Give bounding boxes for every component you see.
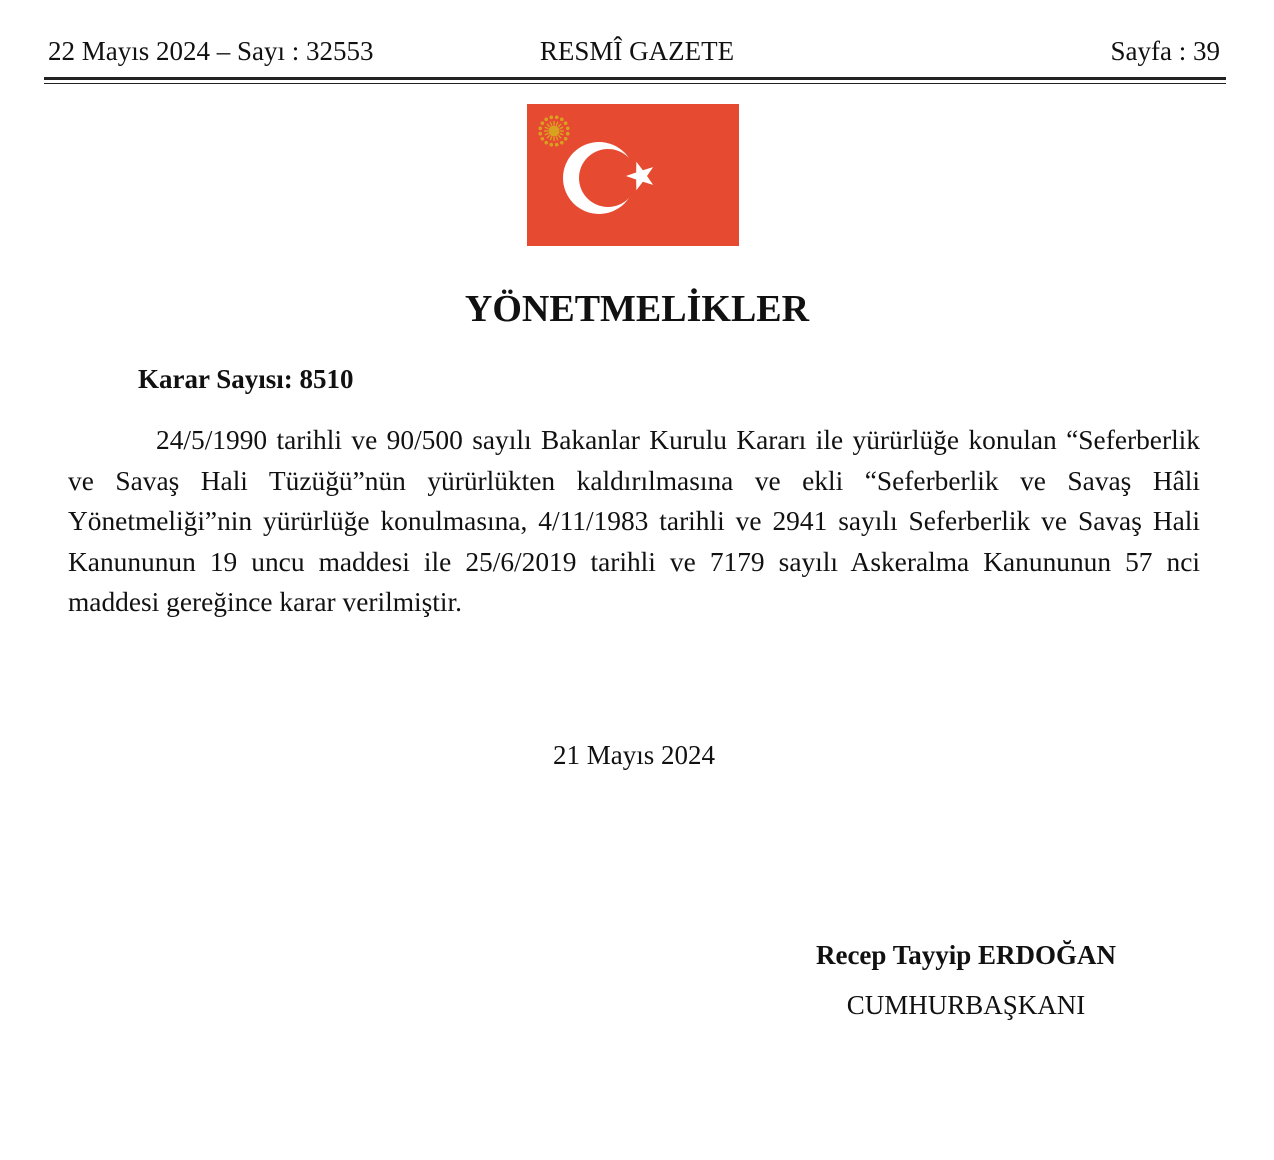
decision-date: 21 Mayıs 2024 — [553, 740, 715, 770]
page-number: Sayfa : 39 — [1110, 36, 1220, 66]
header-rule-thick — [44, 77, 1226, 80]
gazette-title: RESMÎ GAZETE — [539, 36, 735, 66]
issue-date-number: 22 Mayıs 2024 – Sayı : 32553 — [48, 36, 374, 66]
turkish-presidential-flag-icon — [527, 104, 739, 246]
section-title: YÖNETMELİKLER — [464, 288, 810, 330]
decision-body-text: 24/5/1990 tarihli ve 90/500 sayılı Bakanlar Kurulu Kararı ile yürürlüğe konulan “Seferberlik ve Savaş Hali Tüzüğü”nün yürürlükten kaldırılmasına ve ekli “Seferberlik ve Savaş Hâli Yönetmeliği”nin yürürlüğe konulmasına, 4/11/1983 tarihli ve 2941 sayılı Seferberlik ve Savaş Hali Kanununun 19 uncu maddesi ile 25/6/2019 tarihli ve 7179 sayılı Askeralma Kanununun 57 nci maddesi gereğince karar verilmiştir. — [68, 425, 1200, 617]
signatory-title: CUMHURBAŞKANI — [846, 990, 1086, 1020]
decision-number: Karar Sayısı: 8510 — [138, 364, 354, 394]
header-rule-thin — [44, 83, 1226, 84]
signatory-name: Recep Tayyip ERDOĞAN — [815, 940, 1117, 970]
